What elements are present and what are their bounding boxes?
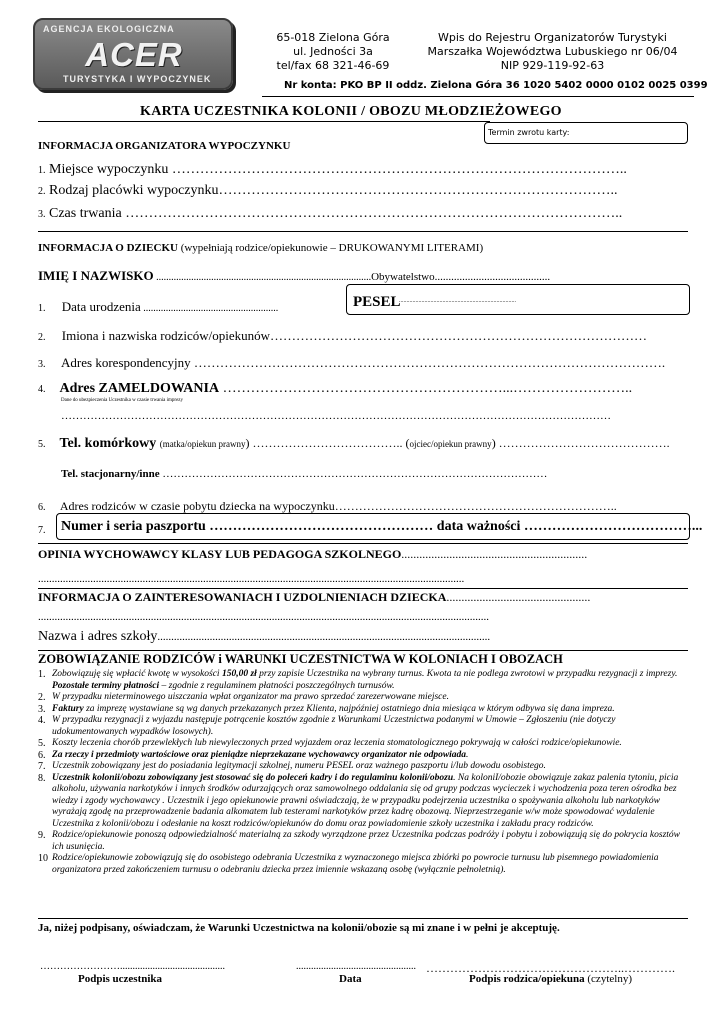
- logo-name: ACER: [85, 36, 183, 73]
- registry-info: Wpis do Rejestru Organizatorów Turystyki Marszałka Województwa Lubuskiego nr 06/04 NIP 929-119-92-63: [427, 31, 678, 72]
- agency-logo: [33, 18, 233, 90]
- obligation-item: 4. W przypadku rezygnacji z wyjazdu następuje potrącenie kosztów zgodnie z Warunkami Uczestnictwa podanymi w Umowie – Zgłoszeniu (nie dotyczy udokumentowanych wypadków losowych).: [38, 715, 616, 737]
- obligation-item: 8. Uczestnik kolonii/obozu zobowiązany jest stosować się do poleceń kadry i do regulaminu kolonii/obozu. Na koloniI/obozie obowiązuje zakaz palenia tytoniu, picia alkoholu, używania narkotyków i innych środków odurzających oraz samowolnego oddalania się od grupy podczas wycieczek i wychodzenia poza teren ośrodka bez wiedzy i zgody wychowawcy . Uczestnik i jego opiekunowie prawni oświadczają, że w przypadku podejrzenia uczestnika o spożywania alkoholu lub narkotyków wyrażają zgodę na przeprowadzenie badania alkomatem lub testerami narkotyków przez kadrę obozową. Nieprzestrzeganie w/w może spowodować wydalenie Uczestnika z kolonii/obozu i odesłanie na koszt rodziców/opiekunów do domu oraz powiadomienie szkoły uczestnika i zakładu pracy rodziców.: [38, 772, 679, 829]
- pesel-box[interactable]: PESEL ..............................................................................: [346, 284, 690, 315]
- teacher-opinion-line[interactable]: ...........................................................................................................................................................: [38, 573, 465, 585]
- obligation-number: 2.: [38, 692, 46, 703]
- obligation-number: 6.: [38, 749, 46, 761]
- obligation-number: 4.: [38, 715, 46, 726]
- obligations-heading: ZOBOWIĄZANIE RODZICÓW i WARUNKI UCZESTNICTWA W KOLONIACH I OBOZACH: [38, 652, 563, 666]
- declaration: Ja, niżej podpisany, oświadczam, że Warunki Uczestnictwa na kolonii/obozie są mi znane i w pełni je akceptuję.: [38, 922, 560, 934]
- logo-bottom-text: TURYSTYKA I WYPOCZYNEK: [63, 74, 212, 84]
- return-date-label: Termin zwrotu karty:: [488, 128, 570, 137]
- header-divider: [262, 96, 694, 97]
- obligation-number: 1.: [38, 669, 46, 680]
- obligation-number: 10: [38, 853, 48, 864]
- child-heading: INFORMACJA O DZIECKU (wypełniają rodzice/opiekunowie – DRUKOWANYMI LITERAMI): [38, 242, 484, 254]
- date-label: Data: [339, 973, 362, 985]
- field-parent-names[interactable]: 2. Imiona i nazwiska rodziców/opiekunów……………………………………………………………………………: [38, 328, 648, 343]
- divider: [38, 650, 688, 651]
- obligation-number: 8.: [38, 772, 46, 784]
- logo-top-text: AGENCJA EKOLOGICZNA: [43, 24, 175, 34]
- bank-account: Nr konta: PKO BP II oddz. Zielona Góra 36 1020 5402 0000 0102 0025 0399: [284, 80, 708, 91]
- insurance-note: Dane do ubezpieczenia Uczestnika w czasie trwania imprezy: [61, 398, 184, 403]
- divider: [38, 918, 688, 919]
- obligation-item: 3. Faktury za imprezę wystawiane są wg danych przekazanych przez Klienta, najpóźniej ostatniego dnia miesiąca w którym odbywa się dana impreza.: [38, 703, 615, 715]
- divider: [38, 231, 688, 232]
- divider: [38, 543, 688, 544]
- field-registered-address-cont[interactable]: ……………………………………………………………………………………………………………………………………: [61, 410, 611, 422]
- organizer-address: 65-018 Zielona Góra ul. Jedności 3a tel/fax 68 321-46-69: [276, 31, 390, 72]
- field-location[interactable]: 1. Miejsce wypoczynku ……………………………………………………………………………………..: [38, 162, 627, 177]
- participant-signature-line[interactable]: ……………………..........................................: [40, 961, 225, 972]
- field-parents-address-during-stay[interactable]: 6. Adres rodziców w czasie pobytu dziecka na wypoczynku……………………………………………………………..: [38, 499, 617, 513]
- passport-field: Numer i seria paszportu ………………………………………… data ważności ………………………………...: [61, 519, 703, 534]
- field-facility-type[interactable]: 2. Rodzaj placówki wypoczynku…………………………………………………………………………..: [38, 183, 618, 198]
- obligation-item: 7. Uczestnik zobowiązany jest do posiadania legitymacji szkolnej, numeru PESEL oraz ważnego paszportu i/lub dowodu osobistego.: [38, 761, 546, 772]
- field-mobile-phone[interactable]: 5. Tel. komórkowy (matka/opiekun prawny) ……………………………….. (ojciec/opiekun prawny) …………………………………….: [38, 436, 670, 451]
- interests-line[interactable]: ....................................................................................................................................................................: [38, 611, 489, 623]
- passport-box[interactable]: [56, 513, 703, 540]
- pesel-label: PESEL: [353, 294, 401, 310]
- obligation-item: 1. Zobowiązuję się wpłacić kwotę w wysokości 150,00 zł przy zapisie Uczestnika na wybrany turnus. Kwota ta nie podlega zwrotowi w przypadku rezygnacji z imprezy. Pozostałe terminy płatności – zgodnie z regulaminem płatności poszczególnych turnusów.: [38, 669, 678, 691]
- participant-signature-label: Podpis uczestnika: [78, 973, 163, 985]
- obligation-number: 7.: [38, 761, 46, 772]
- obligation-item: 6. Za rzeczy i przedmioty wartościowe oraz pieniądze nieprzekazane wychowawcy organizator nie odpowiada.: [38, 749, 469, 761]
- organizer-heading: INFORMACJA ORGANIZATORA WYPOCZYNKU: [38, 140, 291, 152]
- parent-signature-line[interactable]: …………………………………………..………….: [426, 961, 675, 975]
- field-landline[interactable]: Tel. stacjonarny/inne ……………………………………………………………………………………………: [61, 468, 548, 480]
- obligation-item: 9. Rodzice/opiekunowie ponoszą odpowiedzialność materialną za szkody wyrządzone przez Uczestnika podczas podróży i pobytu i zobowiązują się do pokrycia kosztów ich usunięcia.: [38, 830, 681, 852]
- field-full-name[interactable]: IMIĘ I NAZWISKO ......................................................................................Obywatelstwo..........................................: [38, 268, 551, 283]
- parent-signature-label: Podpis rodzica/opiekuna (czytelny): [469, 973, 632, 985]
- obligation-number: 5.: [38, 738, 46, 749]
- page-title: KARTA UCZESTNIKA KOLONII / OBOZU MŁODZIEŻOWEGO: [140, 104, 562, 119]
- field-birth-date[interactable]: 1. Data urodzenia ......................................................: [38, 299, 279, 314]
- teacher-opinion[interactable]: OPINIA WYCHOWAWCY KLASY LUB PEDAGOGA SZKOLNEGO..............................................................: [38, 547, 588, 561]
- obligation-item: 2. W przypadku nieterminowego uiszczania wpłat organizator ma prawo sprzedać zarezerwowane miejsce.: [38, 692, 449, 703]
- date-line[interactable]: ................................................: [296, 961, 416, 972]
- title-underline: [38, 121, 490, 122]
- return-date-box[interactable]: [484, 122, 688, 144]
- obligation-number: 3.: [38, 703, 46, 715]
- obligations-list: [38, 669, 688, 876]
- field-correspondence-address[interactable]: 3. Adres korespondencyjny ……………………………………………………………………………………………….: [38, 355, 666, 370]
- divider: [38, 588, 688, 589]
- obligation-number: 9.: [38, 830, 46, 841]
- field-duration[interactable]: 3. Czas trwania ……………………………………………………………………………………………..: [38, 206, 623, 221]
- field-school[interactable]: Nazwa i adres szkoły.........................................................................................................................: [38, 629, 491, 644]
- obligation-item: 5. Koszty leczenia chorób przewlekłych lub niewyleczonych przed wyjazdem oraz leczenia stomatologicznego pokrywają w całości rodzice/opiekunowie.: [38, 738, 622, 749]
- obligation-item: 10 Rodzice/opiekunowie zobowiązują się do osobistego odebrania Uczestnika z wyznaczonego miejsca zbiórki po powrocie turnusu lub pisemnego powiadomienia organizatora przed zakończeniem turnusu o odebraniu dziecka przez imiennie wskazaną osobę (wyłącznie pełnoletnią).: [38, 853, 659, 875]
- field-registered-address[interactable]: 4. Adres ZAMELDOWANIA ……………………………………………………...……………………..: [38, 381, 633, 396]
- interests[interactable]: INFORMACJA O ZAINTERESOWANIACH I UZDOLNIENIACH DZIECKA................................................: [38, 590, 591, 604]
